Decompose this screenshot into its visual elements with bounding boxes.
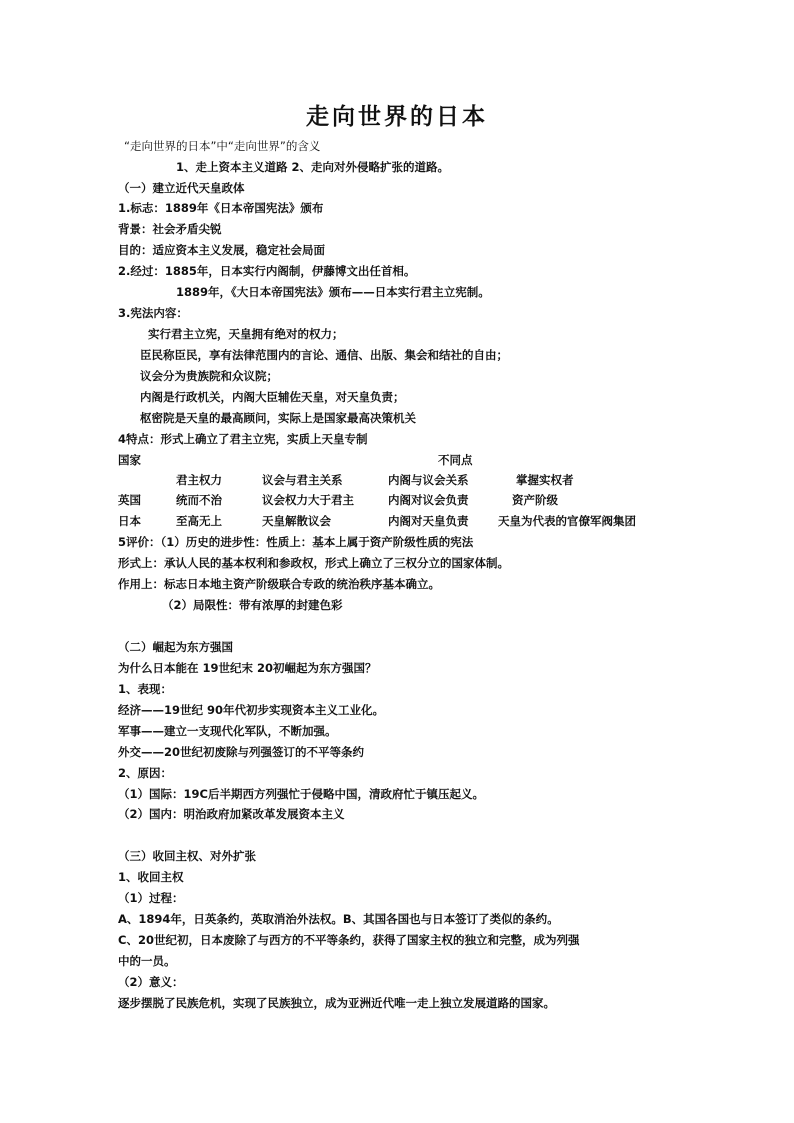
paragraph: 目的：适应资本主义发展，稳定社会局面: [118, 243, 325, 257]
paragraph: 1.标志：1889年《日本帝国宪法》颁布: [118, 201, 324, 215]
table-column-header: 议会与君主关系: [262, 473, 343, 487]
table-cell: 内阁对议会负责: [388, 493, 469, 507]
paragraph: 形式上：承认人民的基本权利和参政权，形式上确立了三权分立的国家体制。: [118, 556, 509, 570]
table-cell: 资产阶级: [512, 493, 558, 507]
paragraph: （2）意义：: [118, 975, 184, 989]
table-cell: 至高无上: [176, 514, 222, 528]
paragraph: （2）国内：明治政府加紧改革发展资本主义: [118, 807, 345, 821]
paragraph: 逐步摆脱了民族危机，实现了民族独立，成为亚洲近代唯一走上独立发展道路的国家。: [118, 996, 555, 1010]
table-cell: 天皇为代表的官僚军阀集团: [498, 514, 636, 528]
paragraph: 5评价：（1）历史的进步性：性质上：基本上属于资产阶级性质的宪法: [118, 535, 474, 549]
table-cell: 议会权力大于君主: [262, 493, 354, 507]
paragraph: 为什么日本能在 19世纪末 20初崛起为东方强国？: [118, 661, 377, 675]
paragraph: （1）过程：: [118, 891, 184, 905]
meaning-answer: 1、走上资本主义道路 2、走向对外侵略扩张的道路。: [176, 160, 450, 174]
paragraph: 军事——建立一支现代化军队，不断加强。: [118, 724, 337, 738]
paragraph: （2）局限性：带有浓厚的封建色彩: [162, 598, 343, 612]
paragraph: 3.宪法内容：: [118, 306, 188, 320]
paragraph: 1、收回主权: [118, 870, 184, 884]
paragraph: C、20世纪初，日本废除了与西方的不平等条约，获得了国家主权的独立和完整，成为列强: [118, 933, 580, 947]
paragraph: 实行君主立宪，天皇拥有绝对的权力；: [148, 327, 344, 341]
table-header-difference: 不同点: [438, 453, 473, 467]
paragraph: 2、原因：: [118, 766, 173, 780]
page-title: 走向世界的日本: [306, 104, 488, 130]
paragraph: 2.经过：1885年，日本实行内阁制，伊藤博文出任首相。: [118, 264, 416, 278]
paragraph: 4特点：形式上确立了君主立宪，实质上天皇专制: [118, 432, 368, 446]
paragraph: A、1894年，日英条约，英取消治外法权。B、其国各国也与日本签订了类似的条约。: [118, 912, 559, 926]
table-header-country: 国家: [118, 453, 141, 467]
section-2-heading: （二）崛起为东方强国: [118, 640, 233, 654]
paragraph: 内阁是行政机关，内阁大臣辅佐天皇，对天皇负责；: [140, 390, 405, 404]
paragraph: 经济——19世纪 90年代初步实现资本主义工业化。: [118, 703, 385, 717]
table-cell: 内阁对天皇负责: [388, 514, 469, 528]
table-column-header: 内阁与议会关系: [388, 473, 469, 487]
table-cell: 统而不治: [176, 493, 222, 507]
section-1-heading: （一）建立近代天皇政体: [118, 181, 245, 195]
table-column-header: 君主权力: [176, 473, 222, 487]
paragraph: 议会分为贵族院和众议院；: [140, 369, 278, 383]
section-3-heading: （三）收回主权、对外扩张: [118, 849, 256, 863]
paragraph: 臣民称臣民，享有法律范围内的言论、通信、出版、集会和结社的自由；: [140, 348, 508, 362]
paragraph: 枢密院是天皇的最高顾问，实际上是国家最高决策机关: [140, 411, 416, 425]
paragraph: 作用上：标志日本地主资产阶级联合专政的统治秩序基本确立。: [118, 577, 440, 591]
paragraph: 外交——20世纪初废除与列强签订的不平等条约: [118, 745, 365, 759]
table-row-country: 英国: [118, 493, 141, 507]
paragraph: （1）国际：19C后半期西方列强忙于侵略中国，清政府忙于镇压起义。: [118, 787, 484, 801]
table-column-header: 掌握实权者: [516, 473, 574, 487]
table-cell: 天皇解散议会: [262, 514, 331, 528]
paragraph: 1、表现：: [118, 682, 173, 696]
paragraph: 中的一员。: [118, 954, 176, 968]
paragraph: 1889年，《大日本帝国宪法》颁布——日本实行君主立宪制。: [176, 285, 490, 299]
paragraph: 背景：社会矛盾尖锐: [118, 222, 222, 236]
table-row-country: 日本: [118, 514, 141, 528]
meaning-question: “走向世界的日本”中“走向世界”的含义: [124, 139, 321, 153]
